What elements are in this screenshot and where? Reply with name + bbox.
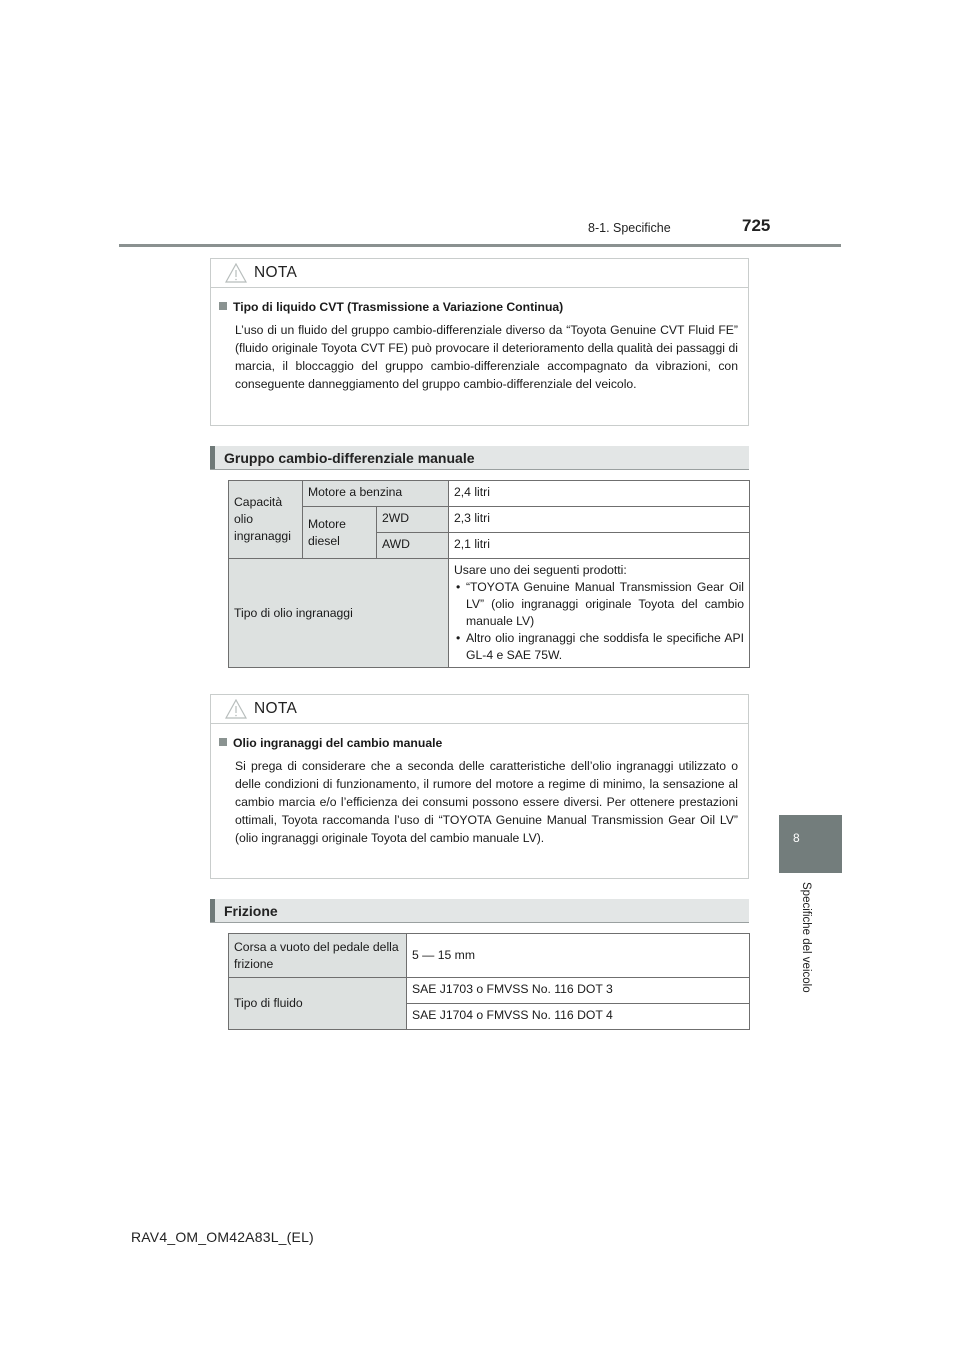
free-play-value: 5 — 15 mm: [407, 934, 750, 978]
diesel-2wd-value: 2,3 litri: [449, 507, 750, 533]
fluid-label: Tipo di fluido: [229, 978, 407, 1030]
diesel-label: Motore diesel: [303, 507, 377, 559]
header-divider: [119, 244, 841, 247]
doc-code: RAV4_OM_OM42A83L_(EL): [131, 1229, 314, 1245]
fluid-value-dot4: SAE J1704 o FMVSS No. 116 DOT 4: [407, 1004, 750, 1030]
free-play-label: Corsa a vuoto del pedale della frizione: [229, 934, 407, 978]
nota-title: NOTA: [254, 264, 298, 281]
square-bullet-icon: [219, 738, 227, 746]
petrol-label: Motore a benzina: [303, 481, 449, 507]
chapter-number: 8: [793, 831, 800, 845]
nota-box-gear-oil: [210, 694, 749, 879]
oil-type-value: [449, 559, 750, 668]
nota-header: [211, 259, 748, 288]
section-title: 8-1. Specifiche: [588, 221, 671, 235]
nota-box-cvt: [210, 258, 749, 426]
section-title-clutch: Frizione: [224, 903, 278, 919]
diesel-awd-label: AWD: [377, 533, 449, 559]
section-header-clutch: [210, 899, 749, 923]
chapter-tab: [779, 815, 842, 873]
nota-heading: Olio ingranaggi del cambio manuale: [219, 736, 738, 750]
petrol-value: 2,4 litri: [449, 481, 750, 507]
nota-title: NOTA: [254, 700, 298, 717]
section-header-manual: [210, 446, 749, 470]
manual-transaxle-table: [228, 480, 750, 668]
oil-type-label: Tipo di olio ingranaggi: [229, 559, 449, 668]
oil-type-intro: Usare uno dei seguenti prodotti:: [454, 563, 627, 577]
warning-icon: [225, 263, 247, 283]
nota-text: L’uso di un fluido del gruppo cambio-differenziale diverso da “Toyota Genuine CVT Fluid FE” (fluido originale Toyota CVT FE) può provocare il deterioramento della qualità dei passaggi di marcia, il bloccaggio del gruppo cambio-differenziale accompagnato da vibrazioni, con conseguente danneggiamento del gruppo cambio-differenziale del veicolo.: [235, 323, 738, 391]
page-number: 725: [742, 216, 771, 235]
nota-heading: Tipo di liquido CVT (Trasmissione a Variazione Continua): [219, 300, 738, 314]
capacity-label: Capacità olio ingranaggi: [229, 481, 303, 559]
list-item: • Altro olio ingranaggi che soddisfa le specifiche API GL-4 e SAE 75W.: [454, 630, 744, 664]
nota-header: [211, 695, 748, 724]
warning-icon: [225, 699, 247, 719]
diesel-awd-value: 2,1 litri: [449, 533, 750, 559]
diesel-2wd-label: 2WD: [377, 507, 449, 533]
clutch-table: [228, 933, 750, 1030]
section-title-manual: Gruppo cambio-differenziale manuale: [224, 450, 475, 466]
fluid-value-dot3: SAE J1703 o FMVSS No. 116 DOT 3: [407, 978, 750, 1004]
list-item: • “TOYOTA Genuine Manual Transmission Gear Oil LV” (olio ingranaggi originale Toyota del cambio manuale LV): [454, 579, 744, 630]
nota-text: Si prega di considerare che a seconda delle caratteristiche dell’olio ingranaggi utilizzato o delle condizioni di funzionamento, il rumore del motore a regime di minimo, la sensazione al cambio marcia e/o l’efficienza dei consumi possono essere diversi. Per ottenere prestazioni ottimali, Toyota raccomanda l’uso di “TOYOTA Genuine Manual Transmission Gear Oil LV” (olio ingranaggi originale Toyota del cambio manuale LV).: [235, 759, 738, 845]
square-bullet-icon: [219, 302, 227, 310]
chapter-label: Specifiche del veicolo: [800, 882, 812, 993]
